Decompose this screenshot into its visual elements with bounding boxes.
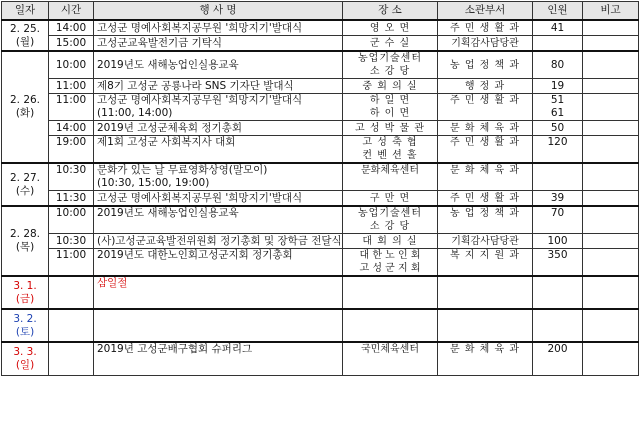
date-cell: 2. 25. (월): [2, 20, 49, 51]
dept-cell: 농 업 정 책 과: [438, 206, 533, 234]
date-cell: 3. 1. (금): [2, 276, 49, 309]
count-cell: 100: [533, 234, 583, 249]
table-row: [2, 79, 639, 94]
event-cell: 고성군 명예사회복지공무원 '희망지기'발대식: [94, 20, 343, 36]
time-cell: 11:30: [49, 191, 94, 207]
table-row: [2, 206, 639, 234]
place-cell: 농업기술센터 소 강 당: [343, 51, 438, 79]
note-cell: [583, 191, 639, 207]
time-cell: 11:00: [49, 79, 94, 94]
dept-cell: 문 화 체 육 과: [438, 163, 533, 191]
table-row: [2, 234, 639, 249]
event-cell: 제1회 고성군 사회복지사 대회: [94, 136, 343, 164]
place-cell: 하 일 면 하 이 면: [343, 94, 438, 121]
dept-cell: 문 화 체 육 과: [438, 121, 533, 136]
event-cell: 삼일절: [94, 276, 343, 309]
event-cell: 2019년 고성군체육회 정기총회: [94, 121, 343, 136]
header-place: 장 소: [343, 2, 438, 21]
count-cell: 120: [533, 136, 583, 164]
note-cell: [583, 79, 639, 94]
count-cell: 39: [533, 191, 583, 207]
count-cell: [533, 163, 583, 191]
time-cell: [49, 342, 94, 375]
time-cell: 10:30: [49, 234, 94, 249]
header-note: 비고: [583, 2, 639, 21]
place-cell: 문화체육센터: [343, 163, 438, 191]
table-row: [2, 249, 639, 277]
time-cell: [49, 276, 94, 309]
time-cell: 10:30: [49, 163, 94, 191]
note-cell: [583, 136, 639, 164]
date-cell: 3. 3. (일): [2, 342, 49, 375]
table-row: [2, 20, 639, 36]
dept-cell: 주 민 생 활 과: [438, 20, 533, 36]
note-cell: [583, 121, 639, 136]
place-cell: 대 회 의 실: [343, 234, 438, 249]
time-cell: 10:00: [49, 206, 94, 234]
table-row: [2, 94, 639, 121]
dept-cell: 기획감사담당관: [438, 234, 533, 249]
count-cell: 350: [533, 249, 583, 277]
table-row: [2, 276, 639, 309]
table-row: [2, 163, 639, 191]
place-cell: 군 수 실: [343, 36, 438, 52]
place-cell: 중 회 의 실: [343, 79, 438, 94]
place-cell: 고 성 박 물 관: [343, 121, 438, 136]
event-cell: 2019년도 새해농업인실용교육: [94, 206, 343, 234]
place-cell: 고 성 축 협 컨 벤 션 홀: [343, 136, 438, 164]
dept-cell: 농 업 정 책 과: [438, 51, 533, 79]
note-cell: [583, 94, 639, 121]
schedule-table-wrapper: [1, 1, 639, 376]
event-cell: 제8기 고성군 공룡나라 SNS 기자단 발대식: [94, 79, 343, 94]
count-cell: [533, 276, 583, 309]
dept-cell: 복 지 지 원 과: [438, 249, 533, 277]
count-cell: 19: [533, 79, 583, 94]
header-event: 행 사 명: [94, 2, 343, 21]
dept-cell: 주 민 생 활 과: [438, 94, 533, 121]
dept-cell: 기획감사담당관: [438, 36, 533, 52]
place-cell: 구 만 면: [343, 191, 438, 207]
event-cell: (사)고성군교육발전위원회 정기총회 및 장학금 전달식: [94, 234, 343, 249]
time-cell: 11:00: [49, 94, 94, 121]
time-cell: [49, 309, 94, 342]
header-date: 일자: [2, 2, 49, 21]
note-cell: [583, 276, 639, 309]
time-cell: 19:00: [49, 136, 94, 164]
note-cell: [583, 36, 639, 52]
dept-cell: 주 민 생 활 과: [438, 136, 533, 164]
event-cell: 2019년도 대한노인회고성군지회 정기총회: [94, 249, 343, 277]
count-cell: [533, 309, 583, 342]
note-cell: [583, 206, 639, 234]
note-cell: [583, 234, 639, 249]
note-cell: [583, 249, 639, 277]
header-count: 인원: [533, 2, 583, 21]
dept-cell: 문 화 체 육 과: [438, 342, 533, 375]
count-cell: 80: [533, 51, 583, 79]
event-cell: 2019년도 새해농업인실용교육: [94, 51, 343, 79]
count-cell: 50: [533, 121, 583, 136]
note-cell: [583, 309, 639, 342]
place-cell: 국민체육센터: [343, 342, 438, 375]
event-cell: 문화가 있는 날 무료영화상영(말모이) (10:30, 15:00, 19:00): [94, 163, 343, 191]
count-cell: 51 61: [533, 94, 583, 121]
event-cell: [94, 309, 343, 342]
time-cell: 15:00: [49, 36, 94, 52]
date-cell: 2. 27. (수): [2, 163, 49, 206]
header-time: 시간: [49, 2, 94, 21]
event-cell: 고성군 명예사회복지공무원 '희망지기'발대식: [94, 191, 343, 207]
table-row: [2, 51, 639, 79]
table-row: [2, 121, 639, 136]
time-cell: 10:00: [49, 51, 94, 79]
event-cell: 고성군교육발전기금 기탁식: [94, 36, 343, 52]
place-cell: 영 오 면: [343, 20, 438, 36]
count-cell: 70: [533, 206, 583, 234]
table-row: [2, 309, 639, 342]
dept-cell: 행 정 과: [438, 79, 533, 94]
dept-cell: [438, 276, 533, 309]
place-cell: 대 한 노 인 회 고 성 군 지 회: [343, 249, 438, 277]
date-cell: 3. 2. (토): [2, 309, 49, 342]
header-dept: 소관부서: [438, 2, 533, 21]
date-cell: 2. 26. (화): [2, 51, 49, 163]
count-cell: 41: [533, 20, 583, 36]
note-cell: [583, 163, 639, 191]
time-cell: 11:00: [49, 249, 94, 277]
schedule-table: [1, 1, 639, 376]
place-cell: [343, 309, 438, 342]
event-cell: 고성군 명예사회복지공무원 '희망지기'발대식 (11:00, 14:00): [94, 94, 343, 121]
place-cell: [343, 276, 438, 309]
table-row: [2, 136, 639, 164]
table-row: [2, 342, 639, 375]
event-cell: 2019년 고성군배구협회 슈퍼리그: [94, 342, 343, 375]
note-cell: [583, 342, 639, 375]
count-cell: 200: [533, 342, 583, 375]
count-cell: [533, 36, 583, 52]
place-cell: 농업기술센터 소 강 당: [343, 206, 438, 234]
table-row: [2, 191, 639, 207]
dept-cell: 주 민 생 활 과: [438, 191, 533, 207]
header-row: [2, 2, 639, 21]
dept-cell: [438, 309, 533, 342]
table-row: [2, 36, 639, 52]
date-cell: 2. 28. (목): [2, 206, 49, 276]
time-cell: 14:00: [49, 20, 94, 36]
note-cell: [583, 20, 639, 36]
time-cell: 14:00: [49, 121, 94, 136]
note-cell: [583, 51, 639, 79]
